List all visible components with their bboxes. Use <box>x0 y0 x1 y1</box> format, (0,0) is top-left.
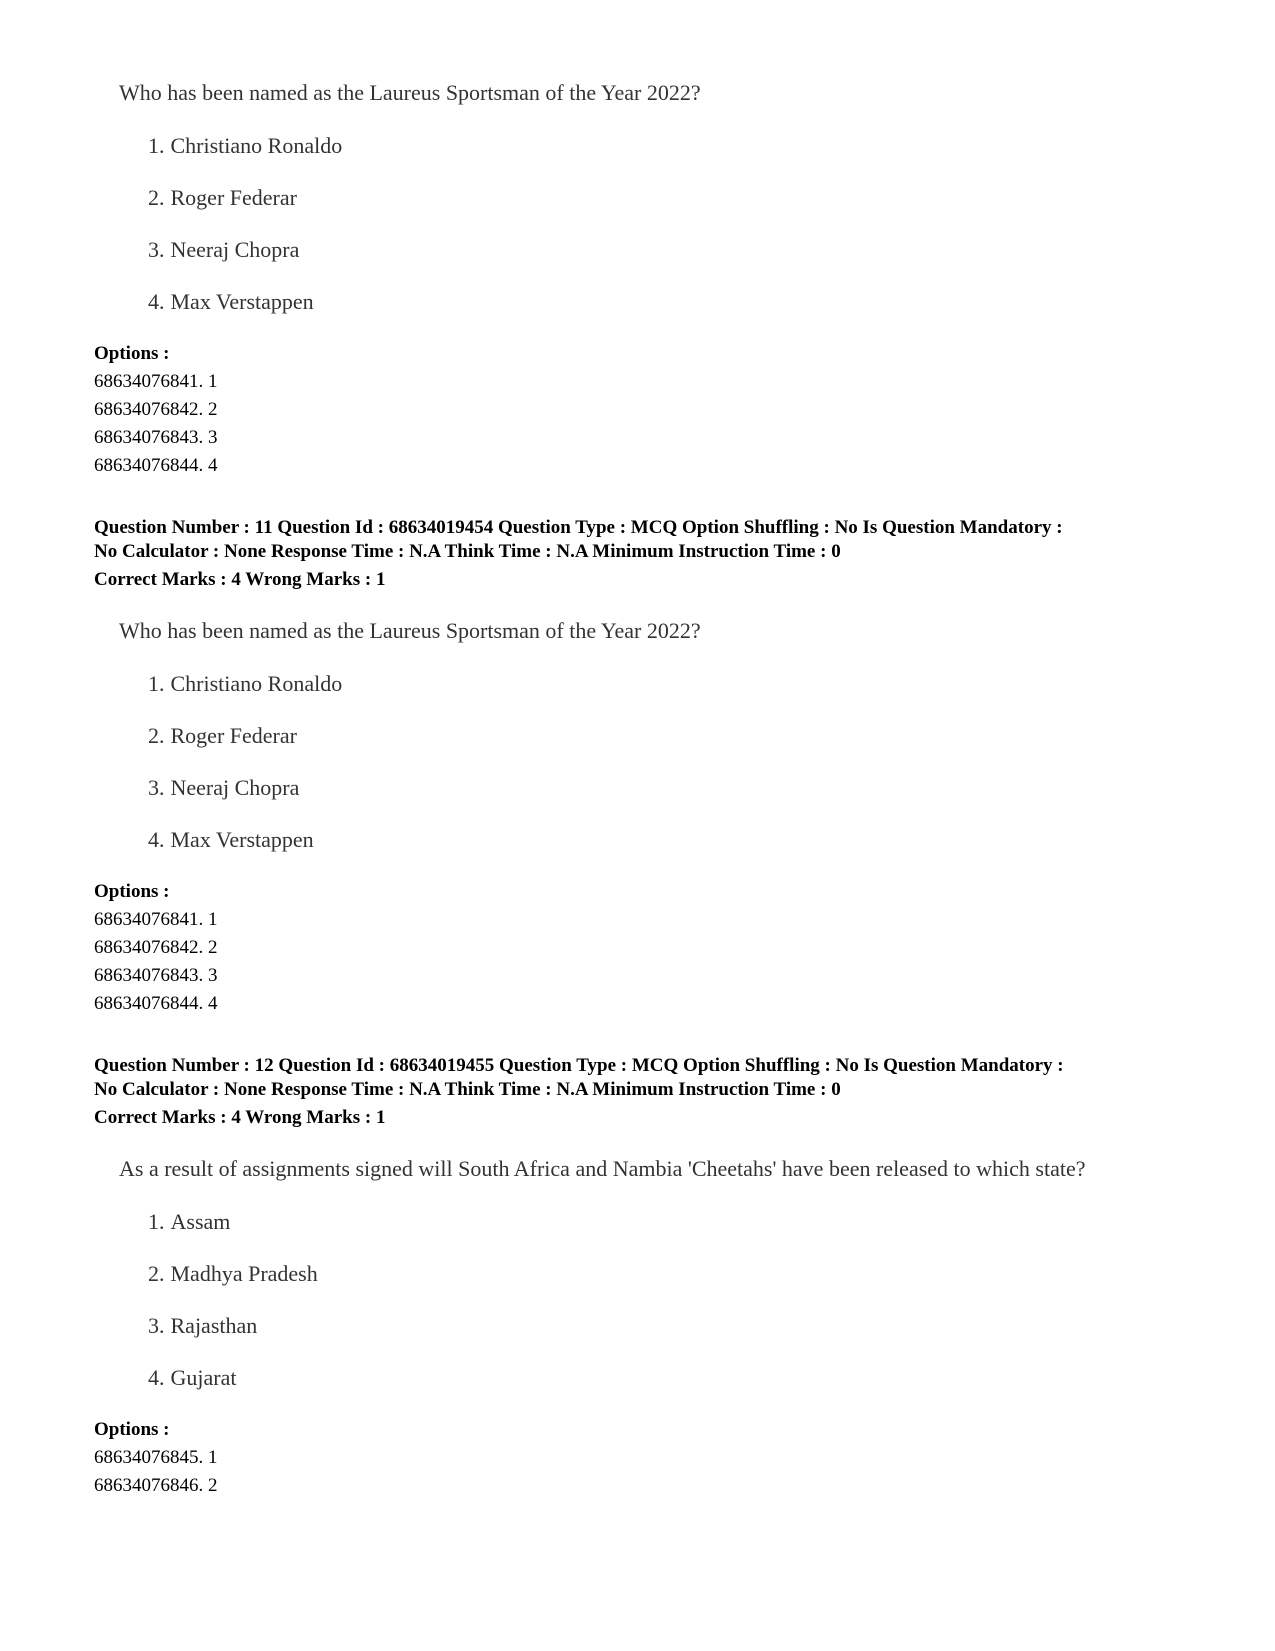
question-meta-line: No Calculator : None Response Time : N.A Think Time : N.A Minimum Instruction Time : 0 <box>94 1079 841 1100</box>
option-id-line: 68634076841. 1 <box>94 909 218 930</box>
question-meta-line: Question Number : 12 Question Id : 68634019455 Question Type : MCQ Option Shuffling : No Is Question Mandatory : <box>94 1055 1064 1076</box>
question-meta-line: Question Number : 11 Question Id : 68634019454 Question Type : MCQ Option Shuffling : No Is Question Mandatory : <box>94 517 1063 538</box>
option-id-line: 68634076843. 3 <box>94 427 218 448</box>
question-meta-line: No Calculator : None Response Time : N.A Think Time : N.A Minimum Instruction Time : 0 <box>94 541 841 562</box>
option-id-line: 68634076846. 2 <box>94 1475 218 1496</box>
option-id-line: 68634076843. 3 <box>94 965 218 986</box>
options-label: Options : <box>94 1419 170 1440</box>
answer-choice: 2. Roger Federar <box>148 185 297 210</box>
answer-choice: 4. Max Verstappen <box>148 827 314 852</box>
answer-choice: 1. Christiano Ronaldo <box>148 133 343 158</box>
answer-choice: 4. Gujarat <box>148 1365 237 1390</box>
option-id-line: 68634076845. 1 <box>94 1447 218 1468</box>
answer-choice: 3. Neeraj Chopra <box>148 775 300 800</box>
answer-choice: 4. Max Verstappen <box>148 289 314 314</box>
answer-choice: 1. Christiano Ronaldo <box>148 671 343 696</box>
answer-choice: 3. Rajasthan <box>148 1313 258 1338</box>
question-text: Who has been named as the Laureus Sportsman of the Year 2022? <box>119 80 701 105</box>
answer-choice: 2. Roger Federar <box>148 723 297 748</box>
option-id-line: 68634076841. 1 <box>94 371 218 392</box>
answer-choice: 2. Madhya Pradesh <box>148 1261 318 1286</box>
options-label: Options : <box>94 881 170 902</box>
marks-line: Correct Marks : 4 Wrong Marks : 1 <box>94 1107 386 1128</box>
answer-choice: 1. Assam <box>148 1209 231 1234</box>
option-id-line: 68634076842. 2 <box>94 399 218 420</box>
option-id-line: 68634076842. 2 <box>94 937 218 958</box>
option-id-line: 68634076844. 4 <box>94 993 218 1014</box>
question-text: Who has been named as the Laureus Sportsman of the Year 2022? <box>119 618 701 643</box>
options-label: Options : <box>94 343 170 364</box>
answer-choice: 3. Neeraj Chopra <box>148 237 300 262</box>
option-id-line: 68634076844. 4 <box>94 455 218 476</box>
marks-line: Correct Marks : 4 Wrong Marks : 1 <box>94 569 386 590</box>
question-text: As a result of assignments signed will South Africa and Nambia 'Cheetahs' have been released to which state? <box>119 1156 1086 1181</box>
